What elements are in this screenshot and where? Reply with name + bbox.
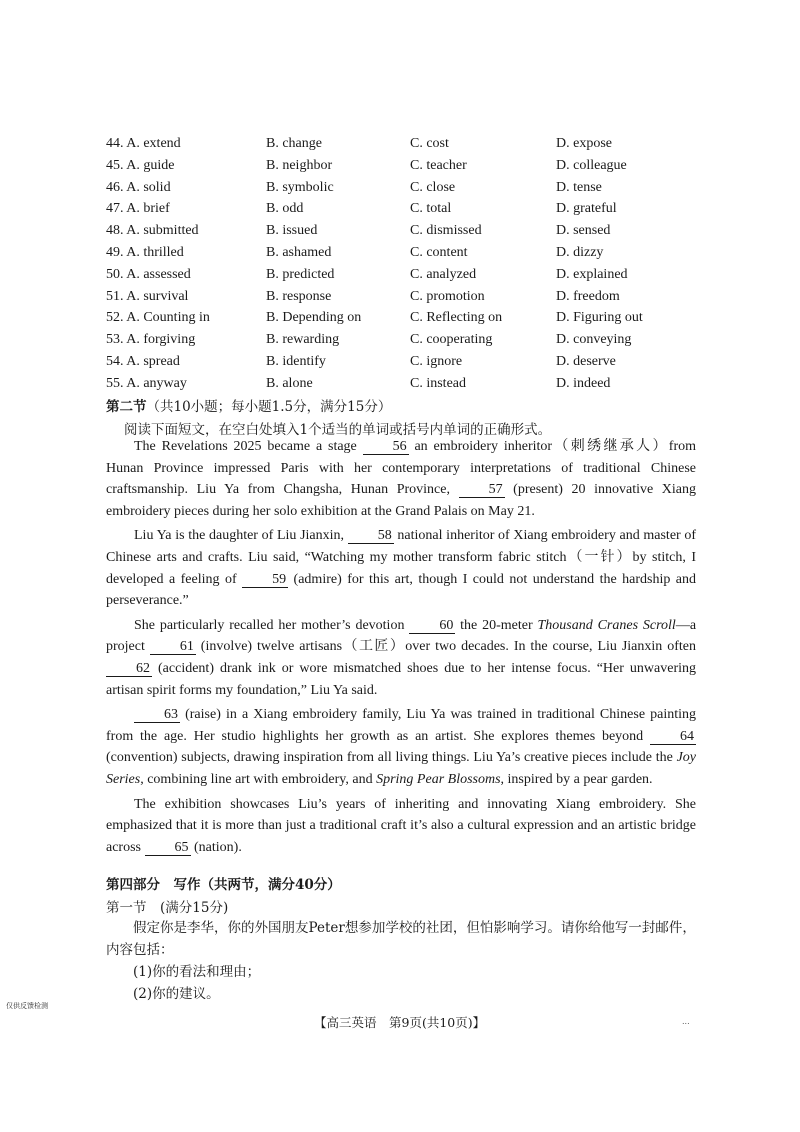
option-d: D. explained <box>556 266 628 282</box>
blank-57[interactable]: 57 <box>459 483 505 498</box>
option-c: C. analyzed <box>410 266 477 282</box>
footer-dots: ... <box>682 1017 690 1026</box>
option-n: 53. A. forgiving <box>106 332 196 348</box>
option-c: C. Reflecting on <box>410 310 503 326</box>
option-d: D. expose <box>556 136 612 151</box>
section-2-subtitle: （共10小题；每小题1.5分，满分15分） <box>146 399 392 415</box>
part-4-heading: 第四部分 写作（共两节，满分40分） <box>106 877 341 893</box>
side-note: 仅供反馈检测 <box>6 1002 48 1010</box>
paragraph-5: The exhibition showcases Liu’s years of inheriting and innovating Xiang embroidery. She emphasized that it is more than just a traditional craft it’s also a cultural expression and an artistic bridge across 65 (nation). <box>106 796 696 855</box>
option-c: C. close <box>410 179 456 195</box>
option-n: 52. A. Counting in <box>106 310 210 326</box>
option-b: B. symbolic <box>266 179 334 195</box>
writing-task <box>106 917 696 1005</box>
option-b: B. Depending on <box>266 310 362 326</box>
option-n: 48. A. submitted <box>106 223 199 239</box>
blank-56[interactable]: 56 <box>363 440 409 455</box>
blank-58[interactable]: 58 <box>348 529 394 544</box>
option-n: 49. A. thrilled <box>106 244 184 260</box>
option-c: C. teacher <box>410 157 467 173</box>
section-2-instruction: 阅读下面短文，在空白处填入1个适当的单词或括号内单词的正确形式。 <box>124 422 552 438</box>
paragraph-3: She particularly recalled her mother’s devotion 60 the 20-meter Thousand Cranes Scroll—a project 61 (involve) twelve artisans（工匠）over two decades. In the course, Liu Jianxin often 62 (accident) drank ink or wore mismatched shoes due to her intense focus. “Her unwavering artisan spirit forms my foundation,” Liu Ya said. <box>106 617 697 698</box>
option-row <box>106 198 706 220</box>
option-row <box>106 177 706 199</box>
option-d: D. freedom <box>556 288 620 304</box>
option-row <box>106 220 706 242</box>
paragraph-1: The Revelations 2025 became a stage 56 an embroidery inheritor（刺绣继承人）from Hunan Province impressed Paris with her contemporary interpretations of traditional Chinese craftsmanship. Liu Ya from Changsha, Hunan Province, 57 (present) 20 innovative Xiang embroidery pieces during her solo exhibition at the Grand Palais on May 21. <box>106 439 697 519</box>
cloze-passage <box>106 436 696 861</box>
task-item-2: (2)你的建议。 <box>133 986 220 1002</box>
option-d: D. tense <box>556 179 602 195</box>
option-row <box>106 155 706 177</box>
blank-62[interactable]: 62 <box>106 662 152 677</box>
option-row <box>106 242 706 264</box>
option-n: 47. A. brief <box>106 201 170 217</box>
option-c: C. promotion <box>410 288 485 304</box>
option-n: 50. A. assessed <box>106 266 191 282</box>
option-d: D. grateful <box>556 201 617 217</box>
blank-64[interactable]: 64 <box>650 730 696 745</box>
option-d: D. conveying <box>556 332 632 348</box>
multiple-choice-options <box>106 133 706 395</box>
option-row <box>106 264 706 286</box>
option-d: D. indeed <box>556 375 611 391</box>
option-b: B. alone <box>266 375 313 391</box>
option-c: C. content <box>410 244 468 260</box>
option-row <box>106 133 706 155</box>
blank-63[interactable]: 63 <box>134 708 180 723</box>
section-2-title: 第二节 <box>106 399 147 415</box>
option-row <box>106 351 706 373</box>
option-c: C. ignore <box>410 353 463 369</box>
option-b: B. rewarding <box>266 332 340 348</box>
task-item-1: (1)你的看法和理由； <box>133 964 261 980</box>
option-b: B. ashamed <box>266 244 332 260</box>
section-2-heading <box>106 395 391 415</box>
page-footer: 【高三英语 第9页(共10页)】 <box>314 1015 486 1030</box>
blank-65[interactable]: 65 <box>145 841 191 856</box>
paragraph-4: 63 (raise) in a Xiang embroidery family, Liu Ya was trained in traditional Chinese painting from the age. Her studio highlights her growth as an artist. She explores themes beyond 64 (convention) subjects, drawing inspiration from all living things. Liu Ya’s creative pieces include the Joy Series, combining line art with embroidery, and Spring Pear Blossoms, inspired by a pear garden. <box>106 707 697 787</box>
option-b: B. neighbor <box>266 157 333 173</box>
option-b: B. identify <box>266 353 326 369</box>
blank-61[interactable]: 61 <box>150 640 196 655</box>
option-n: 46. A. solid <box>106 179 171 195</box>
option-row <box>106 329 706 351</box>
paragraph-2: Liu Ya is the daughter of Liu Jianxin, 58 national inheritor of Xiang embroidery and master of Chinese arts and crafts. Liu said, “Watching my mother transform fabric stitch（一针）by stitch, I developed a feeling of 59 (admire) for this art, though I could not understand the hardship and perseverance.” <box>106 528 697 609</box>
option-n: 55. A. anyway <box>106 375 187 391</box>
option-d: D. sensed <box>556 223 611 239</box>
option-n: 51. A. survival <box>106 288 189 304</box>
option-c: C. instead <box>410 375 466 391</box>
option-b: B. issued <box>266 223 318 239</box>
option-c: C. dismissed <box>410 223 482 239</box>
option-d: D. colleague <box>556 157 627 173</box>
option-row <box>106 286 706 308</box>
task-prompt: 假定你是李华，你的外国朋友Peter想参加学校的社团，但怕影响学习。请你给他写一封邮件，内容包括： <box>106 920 696 958</box>
option-d: D. deserve <box>556 353 616 369</box>
option-n: 45. A. guide <box>106 157 175 173</box>
option-b: B. odd <box>266 201 304 217</box>
option-d: D. dizzy <box>556 244 604 260</box>
part-4-section-1: 第一节 (满分15分) <box>106 900 229 916</box>
option-n: 54. A. spread <box>106 353 180 369</box>
blank-59[interactable]: 59 <box>242 573 288 588</box>
option-c: C. total <box>410 201 452 217</box>
option-b: B. predicted <box>266 266 335 282</box>
option-b: B. change <box>266 136 322 151</box>
blank-60[interactable]: 60 <box>409 619 455 634</box>
option-c: C. cost <box>410 136 449 151</box>
option-b: B. response <box>266 288 332 304</box>
option-n: 44. A. extend <box>106 136 181 151</box>
option-c: C. cooperating <box>410 332 493 348</box>
option-row <box>106 307 706 329</box>
option-d: D. Figuring out <box>556 310 643 326</box>
option-row <box>106 373 706 395</box>
